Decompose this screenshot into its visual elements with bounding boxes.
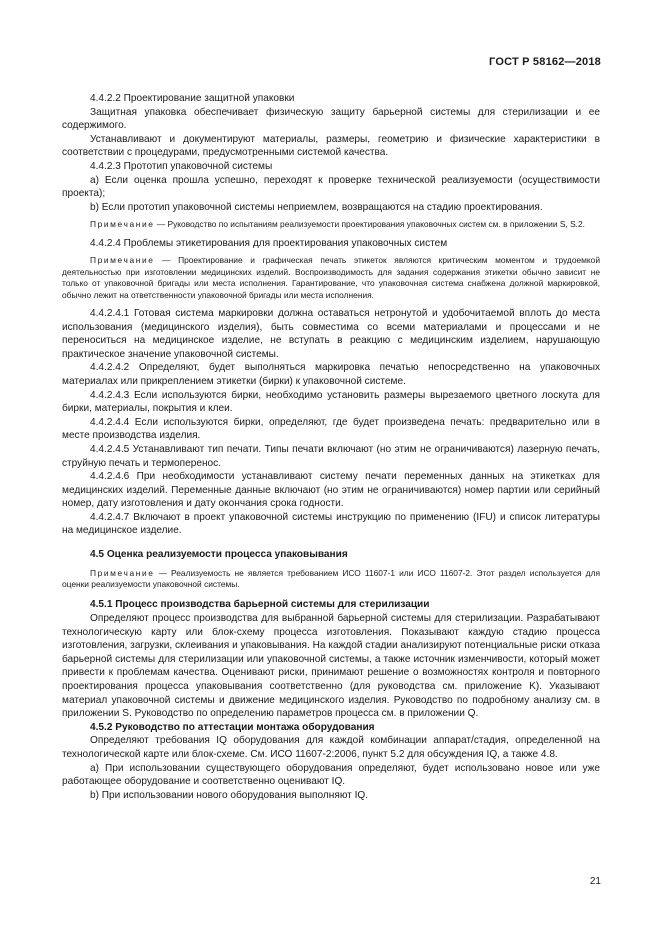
- clause-4-4-2-2-heading: 4.4.2.2 Проектирование защитной упаковки: [90, 93, 295, 104]
- list-item-b: b) При использовании нового оборудования выполняют IQ.: [90, 789, 369, 801]
- paragraph: 4.4.2.4.3 Если используются бирки, необходимо установить размеры вырезаемого цветного лоскута для бирки, материалы, покрытия и клеи.: [62, 389, 600, 415]
- paragraph: 4.4.2.4.7 Включают в проект упаковочной системы инструкцию по применению (IFU) и список литературы на медицинское изделие.: [62, 511, 600, 537]
- paragraph: 4.4.2.4.2 Определяют, будет выполняться маркировка печатью непосредственно на упаковочных материалах или прикреплением этикетки (бирки) к упаковочной системе.: [62, 362, 600, 387]
- list-item-a: a) Если оценка прошла успешно, переходят к проверке технической реализуемости (осуществимости проекта);: [62, 174, 600, 200]
- note: [62, 568, 600, 591]
- note-label: Примечание: [90, 255, 155, 266]
- paragraph: Устанавливают и документируют материалы, размеры, геометрию и физические характеристики в соответствии с процедурами, предусмотренными системой качества.: [62, 133, 600, 159]
- page-number: 21: [589, 876, 601, 887]
- section-4-5-heading: 4.5 Оценка реализуемости процесса упаковывания: [90, 549, 348, 561]
- list-item-b: b) Если прототип упаковочной системы неприемлем, возвращаются на стадию проектирования.: [90, 201, 543, 213]
- note: [62, 219, 600, 230]
- paragraph: Определяют требования IQ оборудования для каждой комбинации аппарат/стадия, определенной на технологической карте или блок-схеме. См. ИСО 11607-2:2006, пункт 5.2 для обсуждения IQ, а также 4.8.: [62, 735, 600, 760]
- paragraph: 4.4.2.4.4 Если используются бирки, определяют, где будет произведена печать: предварительно или в месте производства изделия.: [62, 416, 600, 442]
- note: [62, 255, 600, 301]
- clause-4-4-2-4-heading: 4.4.2.4 Проблемы этикетирования для проектирования упаковочных систем: [90, 237, 448, 249]
- note-text: — Проектирование и графическая печать этикеток являются критическим моментом и трудоемкой деятельностью при изготовлении медицинских изделий. Воспроизводимость для задания содержания этикетки обычно зависит не только от упаковочной бригады или места исполнения. Гарантирование, что упаковочная система снабжена должной маркировкой, обычно лежит на ответственности упаковочной бригады или места исполнения.: [62, 255, 600, 300]
- section-4-5-2-heading: 4.5.2 Руководство по аттестации монтажа оборудования: [90, 721, 375, 733]
- clause-4-4-2-3-heading: 4.4.2.3 Прототип упаковочной системы: [90, 160, 273, 172]
- paragraph: 4.4.2.4.5 Устанавливают тип печати. Типы печати включают (но этим не ограничиваются) лазерную печать, струйную печать и термоперенос.: [62, 443, 600, 469]
- section-4-5-1-heading: 4.5.1 Процесс производства барьерной системы для стерилизации: [90, 599, 430, 611]
- list-item-a: a) При использовании существующего оборудования определяют, будет использовано новое или уже работающее оборудование и соответственно оценивают IQ.: [62, 762, 600, 788]
- paragraph: 4.4.2.4.6 При необходимости устанавливают систему печати переменных данных на этикетках для медицинских изделий. Переменные данные включают (но этим не ограничиваются) номер партии или серийный номер, дату изготовления и дату окончания срока годности.: [62, 471, 600, 510]
- note-text: — Руководство по испытаниям реализуемости проектирования упаковочных систем см. в приложении S, S.2.: [154, 219, 585, 230]
- note-label: Примечание: [90, 219, 155, 230]
- page-body: [62, 92, 600, 802]
- paragraph: 4.4.2.4.1 Готовая система маркировки должна оставаться нетронутой и удобочитаемой вплоть до места использования (медицинского изделия), быть совместима со всеми материалами и процессами и не переноситься на медицинское изделие, не вступать в реакцию с медицинским изделием, нарушающую практическое значение упаковочной системы.: [62, 307, 600, 360]
- document-header: ГОСТ Р 58162—2018: [489, 56, 601, 68]
- paragraph: Определяют процесс производства для выбранной барьерной системы для стерилизации. Разрабатывают технологическую карту или блок-схему процесса изготовления. Показывают каждую стадию процесса изготовления, загрузки, склеивания и упаковывания. На каждой стадии анализируют потенциальные риски отказа барьерной системы для стерилизации или упаковочной системы, а также источник изменчивости, который может привести к проблемам качества. Оценивают риски, принимают решение о возможностях контроля и повторного проектирования процесса упаковывания соответственно (для руководства см. приложение K). Указывают материал упаковочной системы и движение медицинского изделия. Руководство по подробному анализу см. в приложении S. Руководство по определению параметров процесса см. в приложении Q.: [62, 613, 600, 720]
- note-text: — Реализуемость не является требованием ИСО 11607-1 или ИСО 11607-2. Этот раздел используется для оценки реализуемости упаковочной системы.: [62, 567, 600, 590]
- note-label: Примечание: [90, 567, 155, 578]
- paragraph: Защитная упаковка обеспечивает физическую защиту барьерной системы для стерилизации и ее содержимого.: [62, 106, 600, 132]
